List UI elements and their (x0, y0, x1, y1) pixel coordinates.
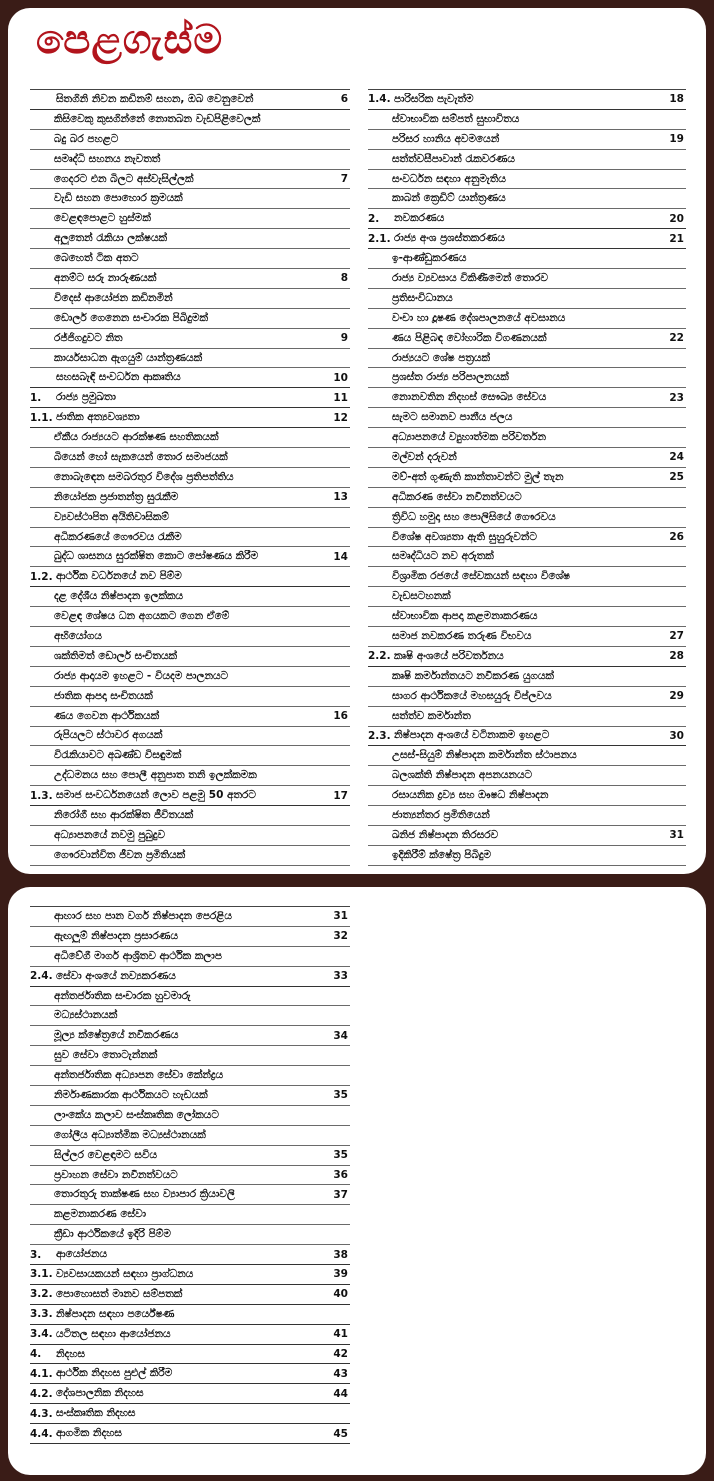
toc-entry (30, 289, 350, 309)
toc-entry (30, 1265, 350, 1285)
toc-entry (30, 1126, 350, 1146)
toc-entry (30, 1066, 350, 1086)
toc-entry (368, 846, 686, 866)
toc-entry-title: නිෂ්පාදන සඳහා පර්යේෂණ (56, 1307, 175, 1320)
toc-entry (368, 528, 686, 548)
toc-entry (30, 508, 350, 528)
toc-entry-title: වංචා හා දූෂණ දේශපාලනයේ අවසානය (392, 311, 566, 324)
toc-entry-title: ණය පිළිබඳ වෝහාරික විගණනයක් (392, 331, 547, 344)
toc-entry (368, 428, 686, 448)
toc-entry-title: පාරිසරික පැවැත්ම (394, 92, 474, 105)
toc-entry (30, 567, 350, 587)
toc-entry (30, 1026, 350, 1046)
toc-entry-page: 21 (669, 232, 684, 245)
toc-entry-title: ශක්තිමත් ඩොලර් සංචිතයක් (54, 649, 178, 662)
toc-entry-title: අලුතෙන් රැකියා ලක්ෂයක් (54, 232, 168, 245)
toc-entry-title: ජාතික අත්‍යවශ්‍යතා (56, 411, 140, 424)
toc-entry (368, 727, 686, 747)
toc-entry (368, 249, 686, 269)
toc-entry-title: බුද්ධ ශාසනය සුරක්ෂිත කොට පෝෂණය කිරීම (54, 550, 259, 563)
toc-entry-title: නියෝජක ප්‍රජාතන්ත්‍ර සුරැකීම (54, 490, 179, 503)
toc-entry (368, 786, 686, 806)
toc-entry-title: සුව සේවා තොටැන්නක් (54, 1049, 158, 1062)
toc-entry-number: 3.1. (30, 1268, 53, 1281)
toc-entry-page: 17 (333, 789, 348, 802)
toc-entry-title: සමාජ සංවර්ධනයෙන් ලොව පළමු 50 අතරට (56, 789, 256, 802)
toc-entry-page: 26 (669, 531, 684, 544)
toc-entry-title: සාගර ආර්ථිකයේ මහඝයුරු විප්ලවය (392, 689, 552, 702)
toc-entry (30, 1185, 350, 1205)
toc-entry-title: ජාතික ආපදා සංචිතයක් (54, 689, 153, 702)
toc-entry-title: ගෙදරට එන බිලට අස්වැසිල්ලක් (54, 172, 194, 185)
toc-entry (30, 329, 350, 349)
toc-entry (30, 806, 350, 826)
toc-entry-page: 34 (333, 1029, 348, 1042)
toc-page-1 (8, 8, 706, 874)
toc-entry-title: සේවා අංශයේ නව්‍යකරණය (56, 969, 176, 982)
toc-entry (368, 707, 686, 727)
toc-entry-number: 1.4. (368, 93, 391, 106)
toc-entry (30, 846, 350, 866)
toc-entry-page: 29 (669, 690, 684, 703)
toc-entry (30, 727, 350, 747)
toc-entry (368, 746, 686, 766)
toc-entry-title: සංස්කෘතික නිදහස (56, 1407, 136, 1420)
toc-entry-title: අභියෝගය (54, 629, 102, 642)
toc-entry (368, 687, 686, 707)
toc-entry (368, 209, 686, 229)
toc-entry (30, 746, 350, 766)
toc-entry (30, 1285, 350, 1305)
toc-entry (30, 1245, 350, 1265)
toc-entry-title: ඇඟලුම් නිෂ්පාදන ප්‍රසාරණය (54, 929, 178, 942)
toc-entry-page: 35 (333, 1089, 348, 1102)
toc-entry (368, 468, 686, 488)
toc-entry-title: මල්වන් දරුවන් (392, 450, 457, 463)
toc-entry-number: 1.1. (30, 411, 53, 424)
toc-entry (368, 150, 686, 170)
toc-entry (368, 826, 686, 846)
toc-entry-title: විරැකියාවට අඛණ්ඩ විසඳුමක් (54, 749, 182, 762)
toc-entry-page: 42 (333, 1348, 348, 1361)
toc-entry-page: 24 (669, 451, 684, 464)
toc-entry-page: 20 (669, 212, 684, 225)
toc-entry-title: මධ්‍යස්ථානයක් (54, 1009, 118, 1022)
toc-entry-title: ආර්ථික නිදහස පුළුල් කිරීම (56, 1367, 173, 1380)
toc-entry-title: පරිසර හානිය අවමයෙන් (392, 132, 500, 145)
toc-entry-title: අධ්‍යාපනයේ ව්‍යුහාත්මක පරිවර්තන (392, 431, 547, 444)
toc-entry (368, 170, 686, 190)
toc-entry (30, 766, 350, 786)
toc-entry-number: 4.2. (30, 1387, 53, 1400)
toc-entry (30, 627, 350, 647)
toc-entry-page: 36 (333, 1169, 348, 1182)
toc-entry-title: සත්ත්වසීපාවාන් රැකවරණය (392, 152, 515, 165)
toc-entry-title: ඉදිකිරීම් ක්ෂේත්‍ර පිබිදුම (392, 848, 492, 861)
toc-entry (30, 1046, 350, 1066)
toc-entry-title: විශේෂ අවශ්‍යතා ඇති සුහුරුවන්ට (392, 530, 537, 543)
toc-entry (30, 1364, 350, 1384)
toc-entry-title: ඛනිජ නිෂ්පාදන තිරසරව (392, 828, 499, 841)
toc-entry (30, 448, 350, 468)
toc-entry-title: ව්‍යවසායකයන් සඳහා ප්‍රාග්ධනය (56, 1267, 194, 1280)
toc-entry-page: 13 (333, 491, 348, 504)
toc-entry-title: රසායනික ද්‍රව්‍ය සහ ඖෂධ නිෂ්පාදන (392, 789, 549, 802)
toc-entry-page: 31 (333, 910, 348, 923)
toc-entry (30, 1424, 350, 1444)
toc-entry-title: අධිකරණයේ ගෞරවය රැකීම (54, 530, 182, 543)
toc-entry (30, 987, 350, 1007)
toc-entry-title: දළ දේශීය නිෂ්පාදන ඉලක්කය (54, 590, 184, 603)
toc-entry (30, 967, 350, 987)
toc-entry-title: වැඩි සහන පොහොර ක්‍රමයක් (54, 192, 183, 205)
toc-entry-title: බලශක්ති නිෂ්පාදන අපනයනයට (392, 769, 533, 782)
toc-entry (368, 349, 686, 369)
toc-entry (368, 647, 686, 667)
toc-entry (368, 488, 686, 508)
toc-entry-title: නොබැඳෙන සමබරතුර විදේශ ප්‍රතිපත්තිය (54, 470, 234, 483)
toc-entry-title: ඩොලර් ගෙනෙන සංචාරක පිබිදුමක් (54, 311, 209, 324)
toc-column-right (368, 89, 686, 866)
toc-entry-title: ත්‍රිවිධ හමුදා සහ පොලිසියේ ගෞරවය (392, 510, 556, 523)
toc-page-2 (8, 887, 706, 1475)
toc-entry-page: 23 (669, 391, 684, 404)
toc-entry-number: 3.4. (30, 1328, 53, 1341)
toc-entry (30, 130, 350, 150)
toc-entry (30, 209, 350, 229)
toc-entry-page: 27 (669, 630, 684, 643)
toc-entry-page: 37 (333, 1188, 348, 1201)
toc-entry (368, 508, 686, 528)
toc-entry (368, 408, 686, 428)
toc-entry (30, 1146, 350, 1166)
toc-entry (368, 587, 686, 607)
toc-entry-title: ආහාර සහ පාන වර්ග නිෂ්පාදන පෙරළිය (54, 909, 232, 922)
toc-entry (368, 130, 686, 150)
toc-entry-page: 9 (340, 332, 348, 345)
toc-entry-title: සැමට සමානව පානීය ජලය (392, 411, 513, 424)
toc-entry-title: නොනවතින නිදහස් සෞඛ්‍ය සේවය (392, 391, 547, 404)
toc-entry-title: උද්ධමනය සහ පොලී අනුපාත තනි ඉලක්කමක (54, 769, 257, 782)
toc-entry (368, 388, 686, 408)
toc-entry-page: 30 (669, 729, 684, 742)
toc-entry (368, 607, 686, 627)
toc-entry-number: 1.2. (30, 570, 53, 583)
toc-entry (30, 408, 350, 428)
toc-entry (30, 687, 350, 707)
toc-entry-page: 33 (333, 970, 348, 983)
toc-entry (30, 667, 350, 687)
toc-entry (30, 1006, 350, 1026)
toc-entry-page: 7 (340, 173, 348, 185)
toc-entry-title: ස්වාභාවික ආපදා කළමනාකරණය (392, 610, 538, 623)
toc-entry-page: 31 (669, 829, 684, 842)
toc-entry (368, 189, 686, 209)
toc-entry-title: රාජ්‍ය ව්‍යවසාය විකිණීමෙන් තොරව (392, 271, 549, 284)
toc-entry-title: රුපියලට ස්ථාවර අගයක් (54, 729, 163, 742)
toc-entry-number: 4. (30, 1348, 42, 1361)
toc-entry (368, 567, 686, 587)
toc-entry-page: 38 (333, 1248, 348, 1261)
toc-entry-number: 2.1. (368, 232, 391, 245)
toc-entry-title: විශ්‍රාමික රජයේ සේවකයන් සඳහා විශේෂ (392, 570, 571, 583)
toc-entry-title: ජාත්‍යන්තර ප්‍රමිතියෙන් (392, 809, 490, 821)
toc-entry-title: උසස්-සියුම් නිෂ්පාදන කර්මාන්ත ස්ථාපනය (392, 749, 577, 762)
toc-entry-title: සිල්ලර වෙළඳාමට සවිය (54, 1148, 158, 1161)
toc-entry (30, 229, 350, 249)
toc-entry (30, 1305, 350, 1325)
toc-entry (30, 1345, 350, 1365)
toc-entry (368, 329, 686, 349)
toc-entry-page: 16 (333, 710, 348, 723)
toc-entry-title: කාර්යසාධන ඇගයුම් යාන්ත්‍රණයක් (54, 351, 203, 364)
toc-entry-title: මව්-අත් ගුණැති කාන්තාවන්ට මුල් තැන (392, 470, 564, 483)
toc-entry (368, 269, 686, 289)
toc-entry (30, 1404, 350, 1424)
toc-entry-number: 3.3. (30, 1308, 53, 1321)
toc-entry-title: කිසිවෙකු කුසගින්නේ නොතබන වැඩපිළිවෙලක් (54, 112, 261, 125)
toc-entry (30, 707, 350, 727)
toc-entry (368, 289, 686, 309)
toc-entry-page: 12 (333, 411, 348, 424)
toc-entry (30, 309, 350, 329)
toc-entry-number: 2.2. (368, 650, 391, 663)
toc-entry (30, 1325, 350, 1345)
page-title: පෙළගැස්ම (36, 17, 224, 63)
toc-entry-title: ප්‍රතිසංවිධානය (392, 291, 453, 304)
toc-entry-title: කළමනාකරණ සේවා (54, 1208, 147, 1221)
toc-entry-title: කාබන් ක්‍රෙඩිට් යාන්ත්‍රණය (392, 192, 506, 205)
toc-entry-title: රජ්ජිගදුවට නිත (54, 331, 123, 344)
toc-entry-page: 10 (333, 371, 348, 384)
toc-entry (368, 806, 686, 826)
toc-entry-page: 14 (333, 550, 348, 563)
toc-entry (368, 368, 686, 388)
toc-entry-number: 2. (368, 212, 380, 225)
toc-entry (30, 1384, 350, 1404)
toc-entry-title: ගෞරවාන්විත ජීවන ප්‍රමිතියක් (54, 848, 186, 861)
toc-entry-title: බදු බර පහළට (54, 132, 119, 145)
toc-entry (30, 786, 350, 806)
toc-entry-title: නිරෝගී සහ ආරක්ෂිත ජීවිතයක් (54, 809, 194, 821)
toc-entry-title: දේශපාලනික නිදහස (56, 1387, 144, 1400)
toc-entry-number: 1. (30, 391, 42, 404)
toc-entry-title: ආගමික නිදහස (56, 1427, 122, 1440)
toc-entry (30, 90, 350, 110)
toc-entry-title: ප්‍රශස්ත රාජ්‍ය පරිපාලනයක් (392, 371, 509, 384)
toc-entry (368, 309, 686, 329)
toc-entry (368, 766, 686, 786)
toc-entry-title: මූල්‍ය ක්ෂේත්‍රයේ නවීකරණය (54, 1029, 179, 1042)
toc-entry (30, 110, 350, 130)
toc-entry-number: 2.4. (30, 970, 53, 983)
toc-entry-title: සිතගිනි නිවන කඩිනම් සහන, ඔබ වෙනුවෙන් (56, 92, 254, 105)
toc-entry-page: 39 (333, 1268, 348, 1281)
toc-entry (368, 667, 686, 687)
toc-entry-title: නිර්මාණකාරක ආර්ථිකයට හැඩයක් (54, 1088, 208, 1101)
toc-entry-title: කෘෂි අංශයේ පරිවර්තනය (394, 649, 504, 662)
toc-entry-title: ක්‍රීඩා ආර්ථිකයේ ඉදිරි පිම්ම (54, 1228, 171, 1241)
toc-entry-number: 4.4. (30, 1427, 53, 1440)
toc-entry-title: ආයෝජනය (56, 1248, 108, 1261)
toc-entry-title: නිදහස (56, 1347, 86, 1360)
toc-entry (30, 189, 350, 209)
toc-entry-page: 40 (333, 1288, 348, 1301)
toc-entry (30, 428, 350, 448)
toc-entry-title: සමාජ නවකරණ තරුණ විභවය (392, 629, 532, 642)
toc-entry-title: ණය ගෙවන ආර්ථිකයක් (54, 709, 160, 722)
toc-entry (30, 150, 350, 170)
toc-entry-number: 3.2. (30, 1288, 53, 1301)
toc-entry-number: 3. (30, 1248, 42, 1261)
toc-entry-page: 6 (340, 93, 348, 106)
toc-entry (30, 249, 350, 269)
toc-entry (368, 110, 686, 130)
toc-entry-title: අනම්ට සරු නාරුණයක් (54, 271, 157, 284)
toc-entry (30, 1086, 350, 1106)
toc-column-left (30, 89, 350, 866)
toc-entry-title: අන්තර්ජාතික සංචාරක හුවමාරු (54, 989, 191, 1002)
toc-entry-title: ප්‍රවාහන සේවා නවීනත්වයට (54, 1168, 178, 1181)
toc-entry (30, 349, 350, 369)
toc-entry-title: අන්තර්ජාතික අධ්‍යාපන සේවා කේන්ද්‍රය (54, 1069, 224, 1082)
toc-entry (30, 927, 350, 947)
toc-entry-title: අධිවේගී මාර්ග ආශ්‍රිතව ආර්ථික කලාප (54, 949, 222, 962)
toc-entry-number: 2.3. (368, 729, 391, 742)
toc-entry (30, 488, 350, 508)
toc-entry-title: ගෝලීය අධ්‍යාත්මික මධ්‍යස්ථානයක් (54, 1128, 206, 1141)
toc-entry (30, 1166, 350, 1186)
toc-entry-page: 44 (333, 1387, 348, 1400)
toc-entry (30, 170, 350, 190)
toc-entry (30, 607, 350, 627)
toc-entry (30, 388, 350, 408)
toc-entry-number: 4.1. (30, 1367, 53, 1380)
toc-entry-title: රාජ්‍ය ප්‍රමුඛතා (56, 391, 116, 404)
toc-entry-title: නවකරණය (394, 212, 445, 225)
toc-column-continued (30, 906, 350, 1444)
toc-entry (30, 468, 350, 488)
toc-entry-page: 41 (333, 1328, 348, 1341)
toc-entry-page: 22 (669, 332, 684, 345)
toc-entry-number: 4.3. (30, 1407, 53, 1420)
toc-entry (30, 947, 350, 967)
toc-entry-title: ස්වාභාවික සම්පත් සුභාවිතය (392, 112, 520, 125)
toc-entry (30, 528, 350, 548)
toc-entry-title: ආර්ථික වර්ධනයේ නව පිම්ම (56, 570, 182, 583)
toc-entry-title: සමෘද්ධියට නව අරුතක් (392, 550, 494, 563)
toc-entry-title: සංවර්ධන සඳහා අනුමැතිය (392, 172, 506, 185)
toc-entry-title: රාජ්‍ය ආදායම ඉහළට - වියදම පාලනයට (54, 669, 229, 682)
toc-entry-page: 18 (669, 93, 684, 106)
toc-entry-title: ඒකීය රාජ්‍යයට ආරක්ෂණ සහතිකයක් (54, 431, 219, 444)
toc-entry-page: 8 (340, 272, 348, 285)
toc-entry-title: නිෂ්පාදන අංශයේ වටිනාකම ඉහළට (394, 729, 550, 742)
toc-entry-title: කෘෂි කර්මාන්තයට නවීකරණ යුගයක් (392, 669, 554, 682)
toc-entry-title: ලාංකේය කලාව සංස්කෘතික ලෝකයට (54, 1108, 219, 1121)
toc-entry (368, 448, 686, 468)
toc-entry-page: 28 (669, 650, 684, 663)
toc-entry-title: බෙහෙත් ටික අතට (54, 252, 139, 265)
toc-entry-page: 11 (333, 391, 348, 404)
toc-entry-page: 25 (669, 471, 684, 484)
toc-entry-page: 35 (333, 1149, 348, 1162)
toc-entry-title: ඉ-ආණ්ඩුකරණය (392, 252, 467, 265)
toc-entry-page: 32 (333, 930, 348, 943)
toc-entry-page: 19 (669, 133, 684, 146)
toc-entry-title: වෙළඳ ශේෂය ධන අගයකට ගෙන ඒමේ (54, 610, 230, 623)
toc-entry-title: වෙළඳපොළට හුස්මක් (54, 212, 151, 225)
toc-entry (30, 1106, 350, 1126)
toc-entry-page: 43 (333, 1367, 348, 1380)
toc-entry (30, 587, 350, 607)
toc-entry-title: රාජ්‍ය අංශ ප්‍රශස්තකරණය (394, 232, 505, 245)
toc-entry (30, 907, 350, 927)
toc-entry (30, 647, 350, 667)
toc-entry-title: අධිකරණ සේවා නවීනත්වයට (392, 490, 522, 503)
toc-entry-title: රාජ්‍යයට ශේෂ පත්‍රයක් (392, 351, 491, 364)
toc-entry (368, 627, 686, 647)
toc-entry-title: විදෙස් ආයෝජන කඩිනමින් (54, 291, 173, 304)
toc-entry-title: සහසබැඳි සංවර්ධන ආකෘතිය (56, 371, 181, 384)
toc-entry-page: 45 (333, 1427, 348, 1440)
toc-entry-title: තොරතුරු තාක්ෂණ සහ ව්‍යාපාර ක්‍රියාවලි (54, 1188, 235, 1201)
toc-entry-title: වැඩසටහනක් (392, 590, 451, 603)
toc-entry (30, 826, 350, 846)
toc-entry-title: යටිතල සඳහා ආයෝජනය (56, 1327, 171, 1340)
toc-entry (30, 269, 350, 289)
toc-entry (368, 229, 686, 249)
toc-entry (30, 368, 350, 388)
toc-entry-title: බියෙන් හෝ සැකයෙන් තොර සමාජයක් (54, 450, 228, 463)
toc-entry-title: සත්ත්ව කර්මාන්ත (392, 709, 471, 722)
toc-entry-title: සමෘද්ධි සහනය නැවතත් (54, 152, 161, 165)
toc-entry (30, 1225, 350, 1245)
toc-entry-title: අධ්‍යාපනයේ නවමු පුබුදුව (54, 828, 166, 841)
toc-entry (368, 90, 686, 110)
toc-entry-title: ව්‍යවස්ථාපිත අයිතිවාසිකම් (54, 510, 169, 523)
toc-entry-number: 1.3. (30, 789, 53, 802)
toc-entry (30, 547, 350, 567)
toc-entry-title: පොහොසත් මානව සම්පතක් (56, 1287, 183, 1300)
toc-entry (30, 1205, 350, 1225)
toc-entry (368, 547, 686, 567)
